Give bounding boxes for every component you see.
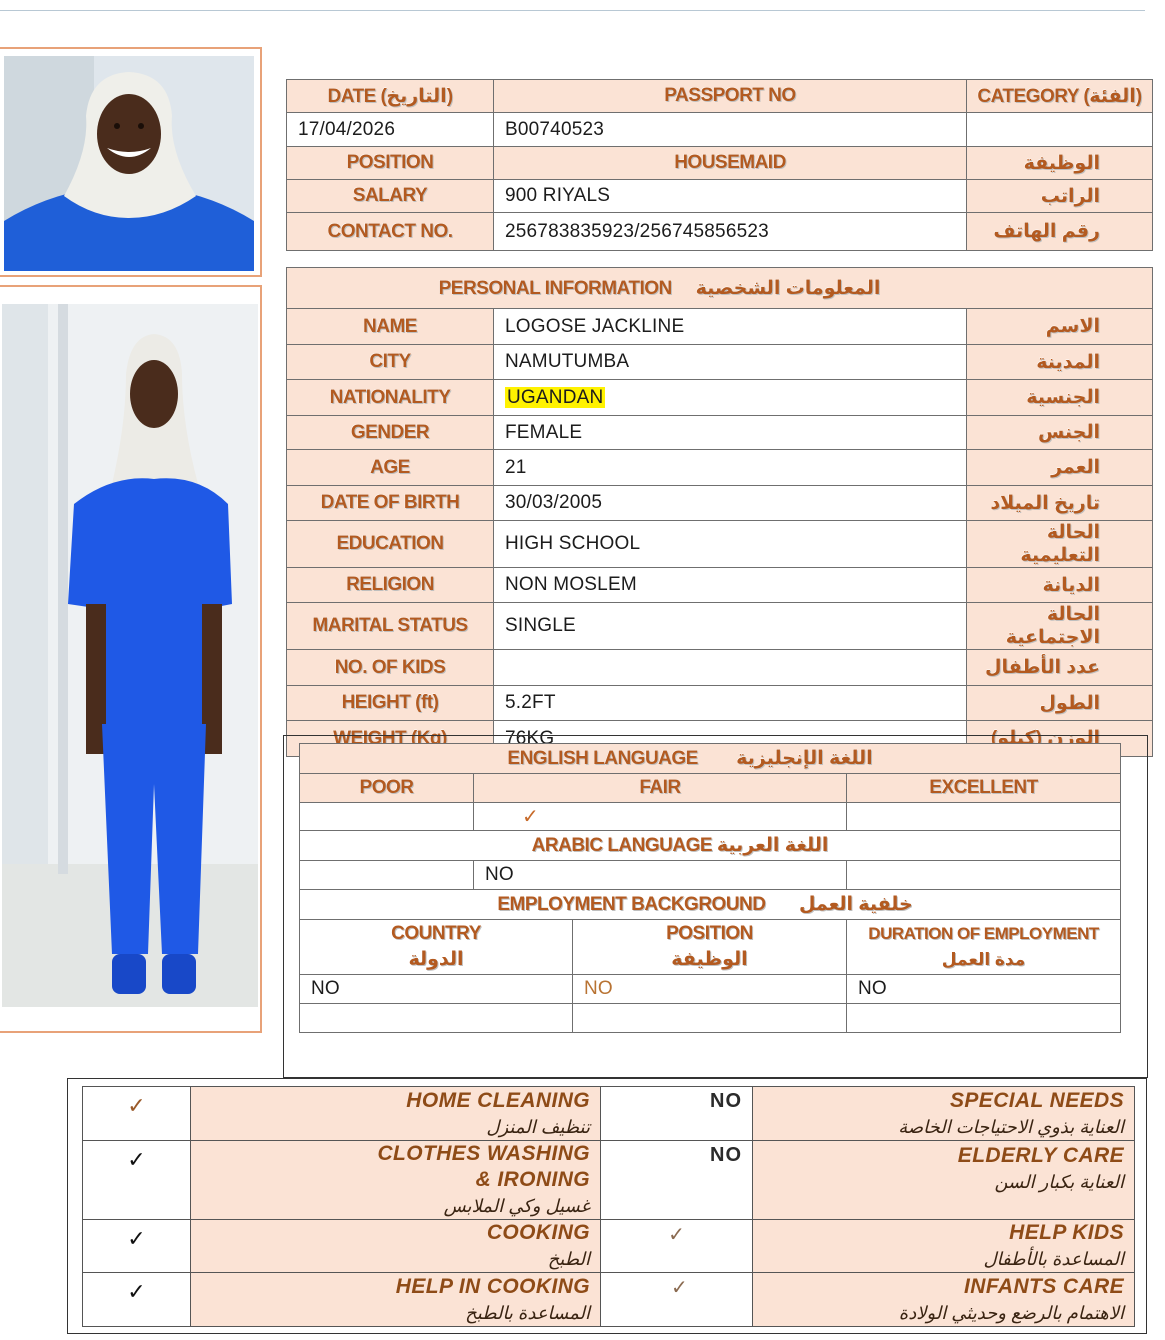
passport-value: B00740523 [494,113,967,147]
height-label: HEIGHT (ft) [287,686,494,721]
employment-duration-ar: مدة العمل [941,950,1026,969]
portrait-photo-frame [0,47,262,277]
gender-label: GENDER [287,416,494,450]
employment-country-header [300,920,573,975]
info-row-age [287,450,1153,486]
info-row-marital [287,603,1153,650]
employment-title-ar: خلفية العمل [798,894,913,915]
arabic-excellent-cell [847,861,1121,890]
employment-empty-2 [573,1004,847,1033]
english-poor-cell [300,803,474,831]
category-value [967,113,1153,147]
special-needs-en: SPECIAL NEEDS [949,1088,1124,1112]
english-title [300,744,1121,774]
summary-table [286,79,1153,251]
employment-duration: DURATION OF EMPLOYMENT [868,924,1099,943]
arabic-poor-cell [300,861,474,890]
home-cleaning-en: HOME CLEANING [406,1088,590,1112]
help-kids-check-icon: ✓ [601,1220,753,1273]
passport-label: PASSPORT NO [494,80,967,113]
gender-value: FEMALE [494,416,967,450]
education-value: HIGH SCHOOL [494,521,967,568]
name-value: LOGOSE JACKLINE [494,309,967,345]
name-label: NAME [287,309,494,345]
full-body-photo-frame [0,285,262,1033]
date-label: DATE (التاريخ) [287,80,494,113]
salary-value: 900 RIYALS [494,180,967,213]
marital-ar-label: الحالة الاجتماعية [967,603,1153,650]
full-body-photo [2,304,258,1007]
infants-care-en: INFANTS CARE [964,1274,1124,1298]
elderly-care-answer: NO [601,1141,753,1220]
special-needs-answer: NO [601,1087,753,1141]
employment-title [300,890,1121,920]
personal-info-title-ar: المعلومات الشخصية [695,277,881,299]
cooking-skill [191,1220,601,1273]
skill-row [83,1273,1135,1327]
employment-country: COUNTRY [391,923,481,944]
top-rule [0,10,1145,11]
personal-info-title [287,268,1153,309]
kids-ar-label: عدد الأطفال [967,650,1153,686]
infants-care-check-icon: ✓ [601,1273,753,1327]
weight-label: WEIGHT (Kg) [287,721,494,757]
dob-value: 30/03/2005 [494,486,967,521]
infants-care-skill [753,1273,1135,1327]
english-title-en: ENGLISH LANGUAGE [507,748,698,769]
english-excellent: EXCELLENT [847,774,1121,803]
position-label: POSITION [287,147,494,180]
skill-row [83,1141,1135,1220]
english-excellent-cell [847,803,1121,831]
clothes-washing-skill [191,1141,601,1220]
height-ar-label: الطول [967,686,1153,721]
personal-info-table [286,267,1153,757]
cooking-ar: الطبخ [547,1249,590,1269]
help-kids-ar: المساعدة بالأطفال [983,1249,1124,1269]
info-row-kids [287,650,1153,686]
city-ar-label: المدينة [967,345,1153,380]
help-in-cooking-check-icon: ✓ [83,1273,191,1327]
name-ar-label: الاسم [967,309,1153,345]
employment-position-header [573,920,847,975]
age-value: 21 [494,450,967,486]
gender-ar-label: الجنس [967,416,1153,450]
arabic-title-ar: اللغة العربية [716,835,829,856]
dob-label: DATE OF BIRTH [287,486,494,521]
english-fair: FAIR [474,774,847,803]
clothes-washing-check-icon: ✓ [83,1141,191,1220]
help-in-cooking-en: HELP IN COOKING [395,1274,590,1298]
help-kids-skill [753,1220,1135,1273]
city-value: NAMUTUMBA [494,345,967,380]
personal-info-title-en: PERSONAL INFORMATION [438,277,672,299]
religion-ar-label: الديانة [967,568,1153,603]
elderly-care-ar: العناية بكبار السن [994,1172,1124,1192]
info-row-city [287,345,1153,380]
help-in-cooking-skill [191,1273,601,1327]
help-in-cooking-ar: المساعدة بالطبخ [465,1302,590,1323]
employment-empty-3 [847,1004,1121,1033]
arabic-title-en: ARABIC LANGUAGE [531,835,713,856]
special-needs-ar: العناية بذوي الاحتياجات الخاصة [898,1116,1124,1137]
home-cleaning-check-icon: ✓ [83,1087,191,1141]
position-value: HOUSEMAID [494,147,967,180]
religion-value: NON MOSLEM [494,568,967,603]
contact-ar-label: رقم الهاتف [967,213,1153,251]
english-poor: POOR [300,774,474,803]
employment-title-en: EMPLOYMENT BACKGROUND [497,894,766,915]
elderly-care-en: ELDERLY CARE [957,1144,1124,1167]
arabic-value: NO [474,861,847,890]
salary-ar-label: الراتب [967,180,1153,213]
employment-duration-value: NO [847,975,1121,1004]
category-label: CATEGORY (الفئة) [967,80,1153,113]
employment-country-ar: الدولة [408,949,464,970]
special-needs-skill [753,1087,1135,1141]
arabic-title [300,831,1121,861]
dob-ar-label: تاريخ الميلاد [967,486,1153,521]
clothes-washing-ar: غسيل وكي الملابس [443,1196,590,1216]
salary-label: SALARY [287,180,494,213]
clothes-washing-en: CLOTHES WASHING & IRONING [377,1142,590,1191]
nationality-value: UGANDAN [507,386,604,408]
employment-position: POSITION [666,923,753,944]
height-value: 5.2FT [494,686,967,721]
skill-row [83,1087,1135,1141]
info-row-education [287,521,1153,568]
date-value: 17/04/2026 [287,113,494,147]
language-employment-table [299,743,1121,1033]
marital-label: MARITAL STATUS [287,603,494,650]
education-ar-label: الحالة التعليمية [967,521,1153,568]
info-row-dob [287,486,1153,521]
skills-table [82,1086,1135,1327]
age-ar-label: العمر [967,450,1153,486]
employment-country-value: NO [300,975,573,1004]
employment-position-value: NO [573,975,847,1004]
religion-label: RELIGION [287,568,494,603]
nationality-ar-label: الجنسية [967,380,1153,416]
employment-empty-1 [300,1004,573,1033]
home-cleaning-ar: تنظيف المنزل [486,1116,590,1137]
kids-value [494,650,967,686]
home-cleaning-skill [191,1087,601,1141]
portrait-photo [4,56,254,271]
position-ar-label: الوظيفة [967,147,1153,180]
employment-position-ar: الوظيفة [671,949,748,970]
info-row-name [287,309,1153,345]
elderly-care-skill [753,1141,1135,1220]
cooking-en: COOKING [486,1221,590,1244]
nationality-label: NATIONALITY [287,380,494,416]
info-row-religion [287,568,1153,603]
age-label: AGE [287,450,494,486]
cooking-check-icon: ✓ [83,1220,191,1273]
help-kids-en: HELP KIDS [1009,1221,1124,1244]
employment-duration-header [847,920,1121,975]
contact-value: 256783835923/256745856523 [494,213,967,251]
info-row-gender [287,416,1153,450]
info-row-nationality [287,380,1153,416]
info-row-height [287,686,1153,721]
infants-care-ar: الاهتمام بالرضع وحديثي الولادة [898,1302,1124,1323]
weight-value: 76KG [494,721,967,757]
contact-label: CONTACT NO. [287,213,494,251]
kids-label: NO. OF KIDS [287,650,494,686]
english-title-ar: اللغة الإنجليزية [736,748,873,769]
city-label: CITY [287,345,494,380]
marital-value: SINGLE [494,603,967,650]
skill-row [83,1220,1135,1273]
education-label: EDUCATION [287,521,494,568]
english-fair-check: ✓ [522,806,539,828]
english-fair-cell [474,803,847,831]
weight-ar-label: الوزن (كيلو) [967,721,1153,757]
